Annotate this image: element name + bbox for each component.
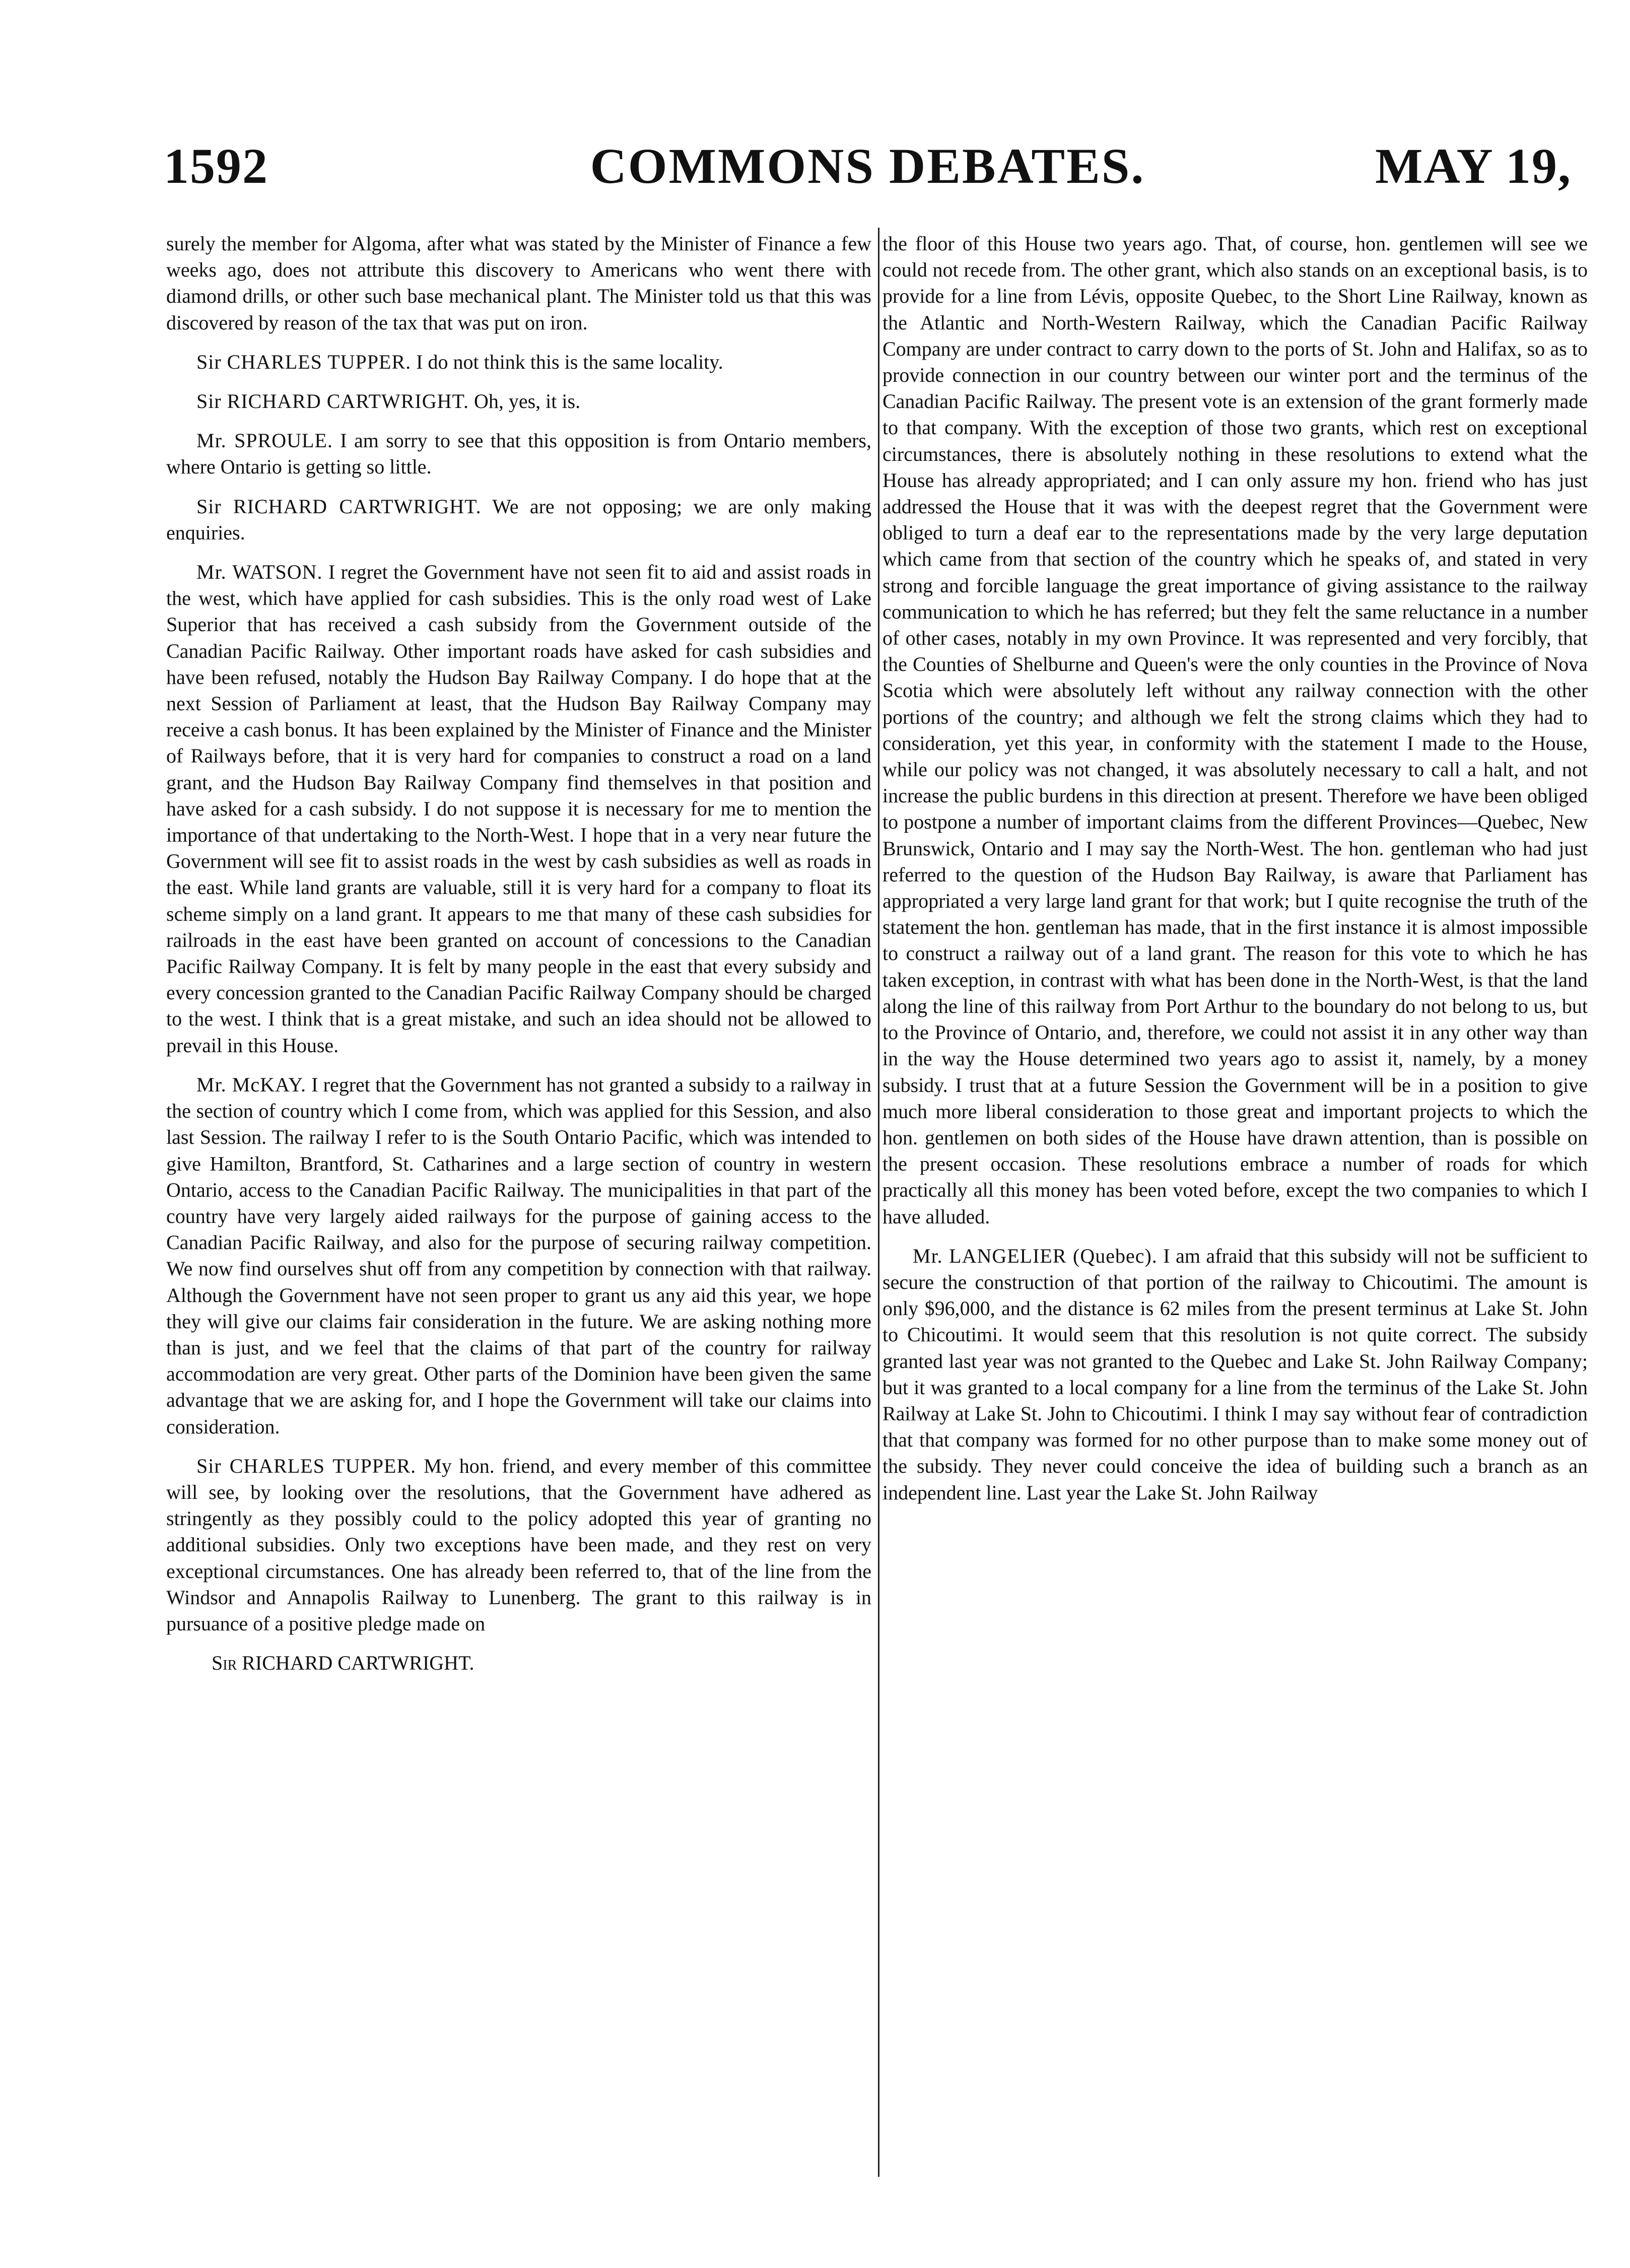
speaker-name: Sir CHARLES TUPPER. (196, 350, 412, 373)
speech-text: surely the member for Algoma, after what was stated by the Minister of Finance a few weeks ago, does not attribute this discovery to Americans who went there with diamond drills, or other such base mechanical plant. The Minister told us that this was discovered by reason of the tax that was put on iron. (166, 232, 871, 334)
speech-text: the floor of this House two years ago. That, of course, hon. gentlemen will see we could not recede from. The other grant, which also stands on an exceptional basis, is to provide for a line from Lévis, opposite Quebec, to the Short Line Railway, known as the Atlantic and North-Western Railway, which the Canadian Pacific Railway Company are under contract to carry down to the ports of St. John and Halifax, so as to provide connection in our country between our winter port and the terminus of the Canadian Pacific Railway. The present vote is an extension of the grant formerly made to that company. With the exception of those two grants, which rest on exceptional circumstances, there is absolutely nothing in these resolutions to extend what the House has already appropriated; and I can only assure my hon. friend who has just addressed the House that it was with the deepest regret that the Government were obliged to turn a deaf ear to the representations made by the very large deputation which came from that section of the country which he speaks of, and stated in very strong and forcible language the great importance of giving assistance to the railway communication to which he has referred; but they felt the same reluctance in a number of other cases, notably in my own Province. It was represented and very forcibly, that the Counties of Shelburne and Queen's were the only counties in the Province of Nova Scotia which were absolutely left without any railway connection with the other portions of the country; and although we felt the strong claims which they had to consideration, yet this year, in conformity with the statement I made to the House, while our policy was not changed, it was absolutely necessary to call a halt, and not increase the public burdens in this direction at present. Therefore we have been obliged to postpone a number of important claims from the different Provinces—Quebec, New Brunswick, Ontario and I may say the North-West. The hon. gentleman who had just referred to the question of the Hudson Bay Railway, is aware that Parliament has appropriated a very large land grant for that work; but I quite recognise the truth of the statement the hon. gentleman has made, that in the first instance it is almost impossible to construct a railway out of a land grant. The reason for this vote to which he has taken exception, in contrast with what has been done in the North-West, is that the land along the line of this railway from Port Arthur to the boundary do not belong to us, but to the Province of Ontario, and, therefore, we could not assist it in any other way than in the way the House determined two years ago to assist it, namely, by a money subsidy. I trust that at a future Session the Government will be in a position to give much more liberal consideration to those great and important projects to which the hon. gentlemen on both sides of the House have drawn attention, than is possible on the present occasion. These resolutions embrace a number of roads for which practically all this money has been voted before, except the two companies to which I have alluded. (882, 232, 1588, 1228)
speech-paragraph (166, 349, 871, 375)
speech-paragraph (882, 1243, 1588, 1506)
speaker-name: Mr. WATSON. (196, 561, 323, 584)
speech-paragraph (166, 559, 871, 1059)
right-column (882, 231, 1588, 1519)
speech-text: I am sorry to see that this opposition is from Ontario members, where Ontario is getting so little. (166, 429, 872, 478)
speech-text: Oh, yes, it is. (473, 390, 581, 413)
left-column (166, 231, 871, 1676)
speech-text: I regret that the Government has not granted a subsidy to a railway in the section of country which I come from, which was applied for this Session, and also last Session. The railway I refer to is the South Ontario Pacific, which was intended to give Hamilton, Brantford, St. Catharines and a large section of country in western Ontario, access to the Canadian Pacific Railway. The municipalities in that part of the country have very largely aided railways for the purpose of gaining access to the Canadian Pacific Railway, and also for the purpose of securing railway competition. We now find ourselves shut off from any competition by connection with that railway. Although the Government have not seen proper to grant us any aid this year, we hope they will give our claims fair consideration in the future. We are asking nothing more than is just, and we feel that the claims of that part of the country for railway accommodation are very great. Other parts of the Dominion have been given the same advantage that we are asking for, and I hope the Government will take our claims into consideration. (166, 1073, 871, 1438)
speech-paragraph (166, 1453, 871, 1637)
page-number: 1592 (164, 138, 268, 194)
page-date: MAY 19, (1375, 138, 1572, 194)
page-title: COMMONS DEBATES. (590, 138, 1145, 194)
speaker-name: Mr. SPROULE. (196, 429, 333, 452)
speech-paragraph (166, 494, 871, 546)
speech-text: We are not opposing; we are only making enquiries. (166, 495, 872, 544)
speech-paragraph (166, 428, 871, 480)
speaker-name: Sir RICHARD CARTWRIGHT. (196, 495, 482, 518)
page-header (164, 137, 1572, 202)
speech-text: I regret the Government have not seen fit to aid and assist roads in the west, which have applied for cash subsidies. This is the only road west of Lake Superior that has received a cash subsidy from the Government outside of the Canadian Pacific Railway. Other important roads have asked for cash subsidies and have been refused, notably the Hudson Bay Railway Company. I do hope that at the next Session of Parliament at least, that the Hudson Bay Railway Company may receive a cash bonus. It has been explained by the Minister of Finance and the Minister of Railways before, that it is very hard for companies to construct a road on a land grant, and the Hudson Bay Railway Company find themselves in that position and have asked for a cash subsidy. I do not suppose it is necessary for me to mention the importance of that undertaking to the North-West. I hope that in a very near future the Government will see fit to assist roads in the west by cash subsidies as well as roads in the east. While land grants are valuable, still it is very hard for a company to float its scheme simply on a land grant. It appears to me that many of these cash subsidies for railroads in the east have been granted on account of concessions to the Canadian Pacific Railway Company. It is felt by many people in the east that every subsidy and every concession granted to the Canadian Pacific Railway Company should be charged to the west. I think that is a great mistake, and such an idea should not be allowed to prevail in this House. (166, 561, 872, 1057)
speech-paragraph (882, 231, 1588, 1230)
speech-text: I am afraid that this subsidy will not be sufficient to secure the construction of that portion of the railway to Chicoutimi. The amount is only $96,000, and the distance is 62 miles from the present terminus at Lake St. John to Chicoutimi. It would seem that this resolution is not quite correct. The subsidy granted last year was not granted to the Quebec and Lake St. John Railway Company; but it was granted to a local company for a line from the terminus of the Lake St. John Railway at Lake St. John to Chicoutimi. I think I may say without fear of contradiction that that company was formed for no other purpose than to make some money out of the subsidy. They never could conceive the idea of building such a branch as an independent line. Last year the Lake St. John Railway (882, 1244, 1588, 1504)
speech-paragraph (166, 388, 871, 415)
speaker-name: Mr. McKAY. (196, 1073, 306, 1096)
speaker-name: Sir CHARLES TUPPER. (196, 1454, 417, 1477)
speech-text: I do not think this is the same locality. (416, 350, 723, 373)
speaker-signature: Sir RICHARD CARTWRIGHT. (212, 1652, 474, 1675)
speaker-name: Sir RICHARD CARTWRIGHT. (196, 390, 469, 413)
speech-paragraph (166, 1072, 871, 1440)
speaker-name: Mr. LANGELIER (Quebec). (913, 1244, 1158, 1267)
column-divider (878, 228, 879, 2177)
speech-text: My hon. friend, and every member of this committee will see, by looking over the resolutions, that the Government have adhered as stringently as they possibly could to the policy adopted this year of granting no additional subsidies. Only two exceptions have been made, and they rest on very exceptional circumstances. One has already been referred to, that of the line from the Windsor and Annapolis Railway to Lunenberg. The grant to this railway is in pursuance of a positive pledge made on (166, 1454, 872, 1635)
speech-paragraph (166, 231, 871, 336)
